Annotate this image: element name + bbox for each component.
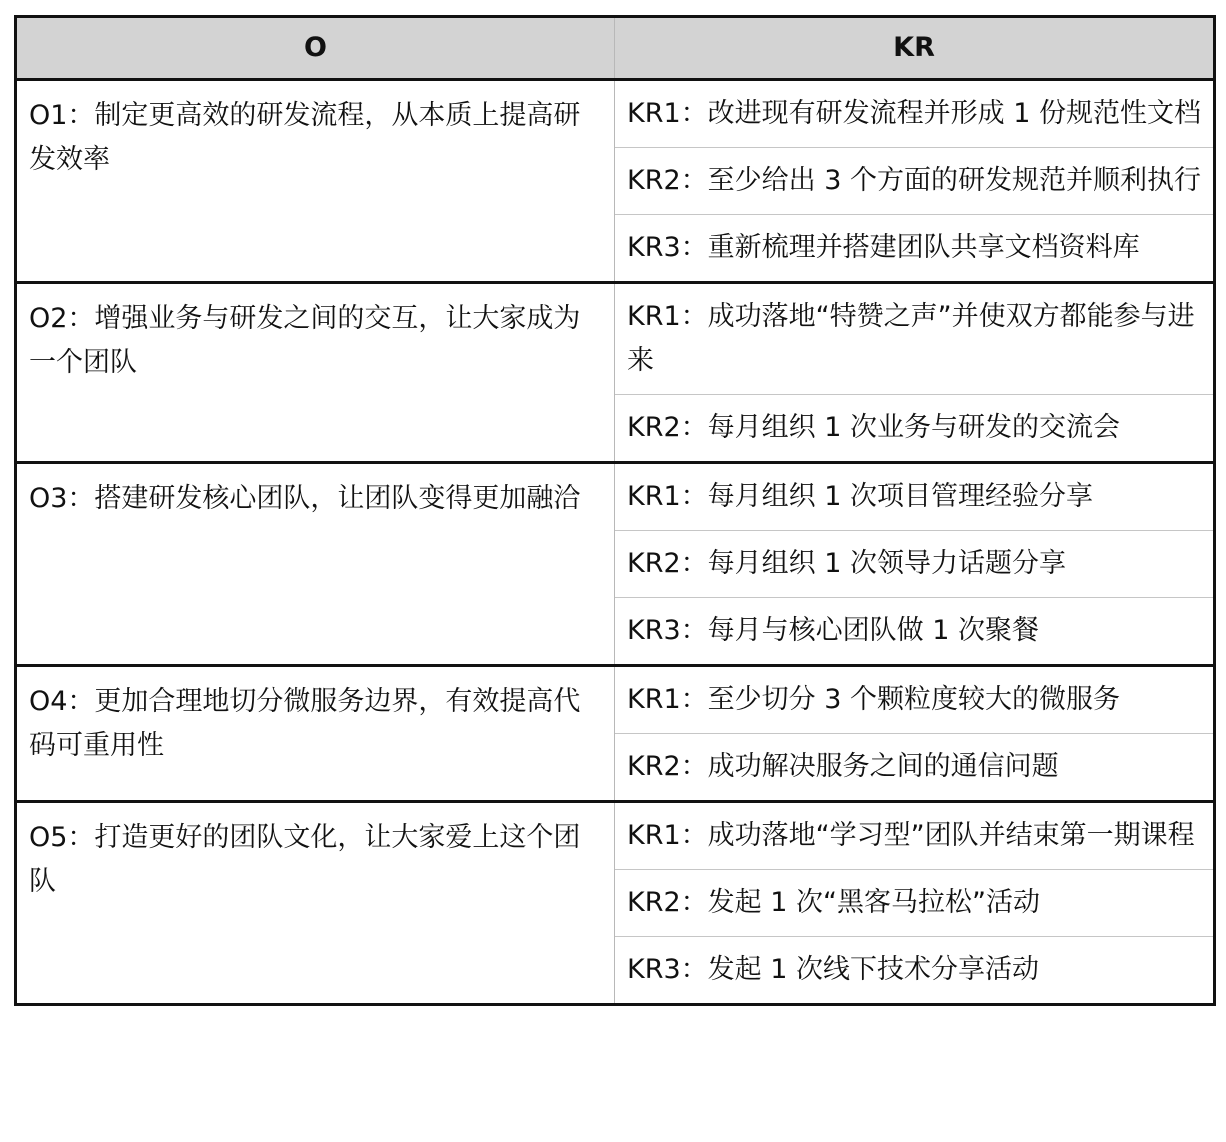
objective-2: O2：增强业务与研发之间的交互，让大家成为一个团队 (16, 283, 615, 463)
key-result-2-1: KR1：成功落地“特赞之声”并使双方都能参与进来 (615, 283, 1215, 395)
header-o: O (16, 17, 615, 80)
okr-table (14, 15, 1216, 1006)
key-result-5-1: KR1：成功落地“学习型”团队并结束第一期课程 (615, 802, 1215, 870)
key-result-3-2: KR2：每月组织 1 次领导力话题分享 (615, 531, 1215, 598)
key-result-3-1: KR1：每月组织 1 次项目管理经验分享 (615, 463, 1215, 531)
table-row (16, 283, 1215, 395)
objective-5: O5：打造更好的团队文化，让大家爱上这个团队 (16, 802, 615, 1005)
key-result-1-2: KR2：至少给出 3 个方面的研发规范并顺利执行 (615, 148, 1215, 215)
objective-1: O1：制定更高效的研发流程，从本质上提高研发效率 (16, 80, 615, 283)
key-result-3-3: KR3：每月与核心团队做 1 次聚餐 (615, 598, 1215, 666)
table-row (16, 802, 1215, 870)
table-row (16, 666, 1215, 734)
table-row (16, 463, 1215, 531)
key-result-5-3: KR3：发起 1 次线下技术分享活动 (615, 937, 1215, 1005)
key-result-4-1: KR1：至少切分 3 个颗粒度较大的微服务 (615, 666, 1215, 734)
objective-3: O3：搭建研发核心团队，让团队变得更加融洽 (16, 463, 615, 666)
header-kr: KR (615, 17, 1215, 80)
key-result-5-2: KR2：发起 1 次“黑客马拉松”活动 (615, 870, 1215, 937)
key-result-2-2: KR2：每月组织 1 次业务与研发的交流会 (615, 395, 1215, 463)
objective-4: O4：更加合理地切分微服务边界，有效提高代码可重用性 (16, 666, 615, 802)
key-result-1-1: KR1：改进现有研发流程并形成 1 份规范性文档 (615, 80, 1215, 148)
key-result-1-3: KR3：重新梳理并搭建团队共享文档资料库 (615, 215, 1215, 283)
table-header-row (16, 17, 1215, 80)
table-row (16, 80, 1215, 148)
key-result-4-2: KR2：成功解决服务之间的通信问题 (615, 734, 1215, 802)
